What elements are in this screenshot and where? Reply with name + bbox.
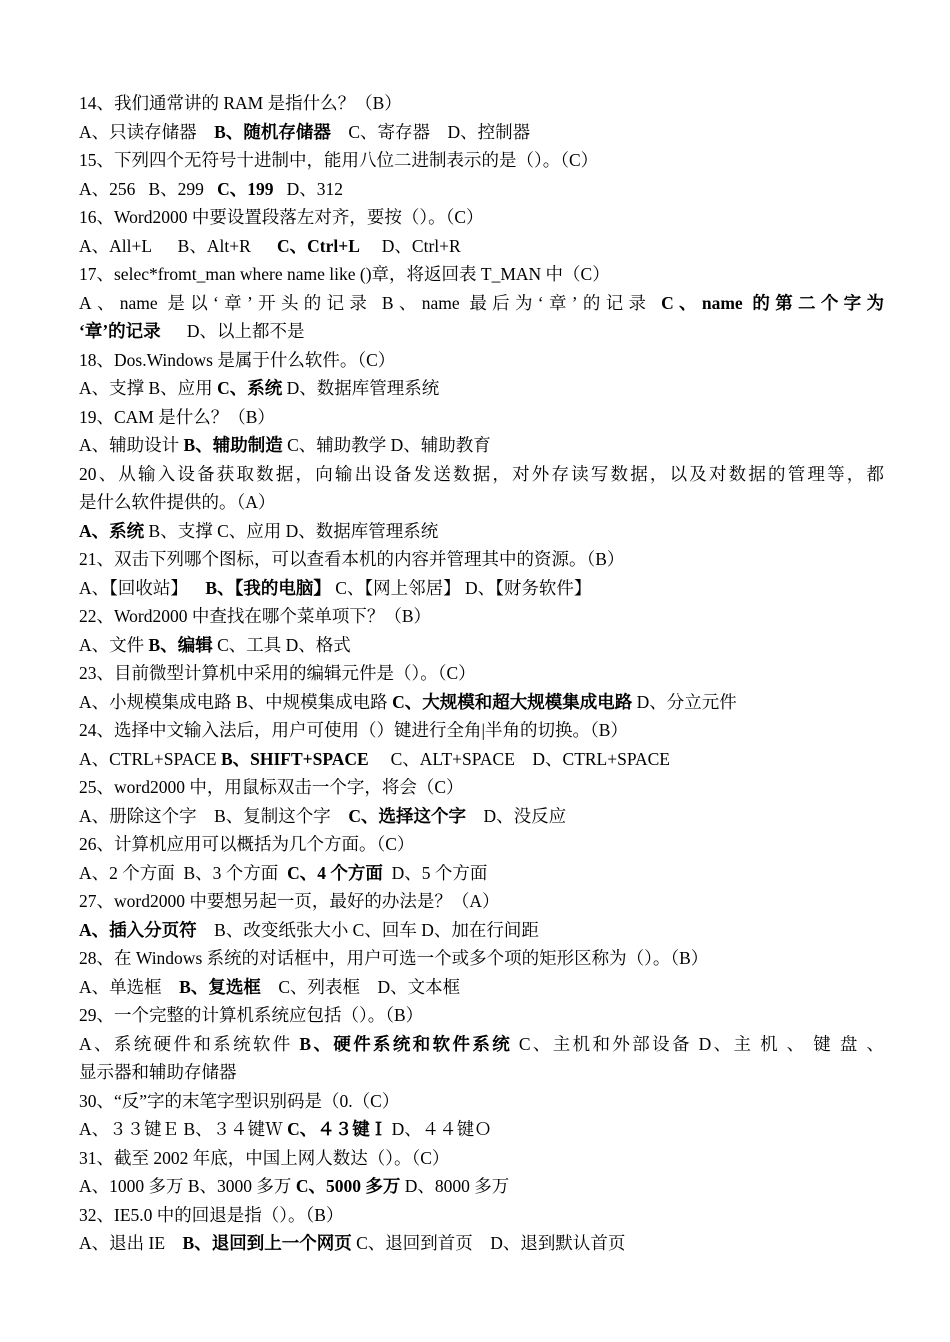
- text-segment: 26、计算机应用可以概括为几个方面。（C）: [79, 834, 415, 854]
- text-segment: C、主机和外部设备 D、主 机 、 键 盘 、: [512, 1033, 885, 1054]
- text-segment: 28、在 Windows 系统的对话框中，用户可选一个或多个项的矩形区称为（）。（B）: [79, 948, 709, 968]
- text-line: [79, 802, 884, 831]
- text-segment: A、2 个方面 B、3 个方面: [79, 862, 288, 883]
- text-line: [79, 1087, 884, 1116]
- text-line: [79, 830, 884, 859]
- answer-text: C、4 个方面: [287, 862, 383, 883]
- answer-text: B、复选框: [179, 976, 261, 997]
- text-line: [79, 688, 884, 717]
- text-segment: A、256 B、299: [79, 178, 218, 199]
- answer-text: C、Ctrl+L: [277, 235, 360, 256]
- text-segment: 24、选择中文输入法后，用户可使用（）键进行全角|半角的切换。（B）: [79, 720, 628, 740]
- text-segment: C、【网上邻居】 D、【财务软件】: [330, 577, 592, 598]
- answer-text: ‘章’的记录: [79, 321, 161, 341]
- text-segment: 30、“反”字的末笔字型识别码是（0.（C）: [79, 1090, 400, 1111]
- text-line: [79, 203, 884, 232]
- text-segment: 显示器和辅助存储器: [79, 1062, 237, 1082]
- text-segment: D、分立元件: [632, 691, 737, 712]
- text-segment: A、支撑 B、应用: [79, 378, 218, 398]
- answer-text: C、选择这个字: [348, 805, 466, 826]
- answer-text: A、系统: [79, 520, 145, 541]
- text-line: [79, 346, 884, 375]
- text-segment: C、ALT+SPACE D、CTRL+SPACE: [368, 748, 670, 769]
- text-line: [79, 146, 884, 175]
- text-segment: 23、目前微型计算机中采用的编辑元件是（）。（C）: [79, 663, 476, 683]
- text-segment: A、系统硬件和系统软件: [79, 1033, 300, 1054]
- answer-text: B、退回到上一个网页: [182, 1233, 352, 1253]
- text-line: [79, 1030, 884, 1059]
- text-line: [79, 716, 884, 745]
- answer-text: B、随机存储器: [214, 121, 331, 142]
- answer-text: C、大规模和超大规模集成电路: [392, 691, 633, 712]
- text-line: [79, 89, 884, 118]
- text-line: [79, 460, 884, 489]
- text-line: [79, 545, 884, 574]
- text-segment: A、文件: [79, 634, 149, 655]
- text-segment: D、以上都不是: [160, 321, 305, 341]
- text-line: [79, 317, 884, 346]
- text-segment: 18、Dos.Windows 是属于什么软件。（C）: [79, 349, 396, 370]
- text-line: [79, 175, 884, 204]
- text-line: [79, 859, 884, 888]
- text-segment: A、【回收站】: [79, 577, 206, 598]
- text-segment: B、支撑 C、应用 D、数据库管理系统: [144, 520, 439, 541]
- text-line: [79, 773, 884, 802]
- text-segment: D、5 个方面: [382, 862, 488, 883]
- text-line: [79, 1201, 884, 1230]
- text-segment: 21、双击下列哪个图标，可以查看本机的内容并管理其中的资源。（B）: [79, 549, 625, 569]
- text-segment: 29、一个完整的计算机系统应包括（）。（B）: [79, 1005, 424, 1025]
- text-line: [79, 887, 884, 916]
- text-segment: A、CTRL+SPACE: [79, 748, 221, 769]
- text-line: [79, 745, 884, 774]
- text-line: [79, 1172, 884, 1201]
- text-line: [79, 973, 884, 1002]
- text-line: [79, 488, 884, 517]
- answer-text: C、5000 多万: [295, 1176, 401, 1196]
- question-list: [79, 89, 884, 1258]
- text-segment: A、小规模集成电路 B、中规模集成电路: [79, 691, 393, 712]
- text-line: [79, 403, 884, 432]
- text-line: [79, 631, 884, 660]
- text-line: [79, 260, 884, 289]
- text-line: [79, 1115, 884, 1144]
- answer-text: B、硬件系统和软件系统: [299, 1033, 513, 1054]
- text-segment: 27、word2000 中要想另起一页，最好的办法是？（A）: [79, 891, 500, 911]
- text-line: [79, 659, 884, 688]
- text-segment: D、４４键Ｏ: [387, 1119, 492, 1139]
- text-segment: 14、我们通常讲的 RAM 是指什么？（B）: [79, 93, 402, 113]
- text-segment: C、工具 D、格式: [212, 634, 351, 655]
- text-segment: 19、CAM 是什么？（B）: [79, 406, 275, 427]
- text-line: [79, 517, 884, 546]
- text-segment: A、1000 多万 B、3000 多万: [79, 1176, 296, 1196]
- text-segment: 22、Word2000 中查找在哪个菜单项下？（B）: [79, 606, 431, 626]
- text-segment: 15、下列四个无符号十进制中，能用八位二进制表示的是（）。（C）: [79, 150, 599, 170]
- text-line: [79, 1001, 884, 1030]
- text-segment: A、册除这个字 B、复制这个字: [79, 805, 349, 826]
- text-line: [79, 602, 884, 631]
- text-segment: 16、Word2000 中要设置段落左对齐，要按（）。（C）: [79, 207, 484, 227]
- text-segment: 31、截至 2002 年底，中国上网人数达（）。（C）: [79, 1147, 450, 1168]
- text-line: [79, 374, 884, 403]
- text-segment: B、改变纸张大小 C、回车 D、加在行间距: [196, 919, 539, 940]
- text-segment: 是什么软件提供的。（A）: [79, 492, 276, 512]
- text-line: [79, 1058, 884, 1087]
- text-segment: A、单选框: [79, 976, 180, 997]
- text-segment: A、All+L B、Alt+R: [79, 235, 277, 256]
- text-segment: A、退出 IE: [79, 1233, 183, 1253]
- text-line: [79, 1144, 884, 1173]
- text-line: [79, 944, 884, 973]
- answer-text: B、辅助制造: [183, 435, 283, 455]
- text-segment: 32、IE5.0 中的回退是指（）。（B）: [79, 1204, 344, 1225]
- answer-text: C、系统: [217, 378, 283, 398]
- text-segment: C、退回到首页 D、退到默认首页: [351, 1233, 626, 1253]
- text-segment: D、312: [273, 178, 343, 199]
- answer-text: C、199: [217, 178, 274, 199]
- text-segment: D、Ctrl+R: [359, 235, 461, 256]
- text-segment: 17、selec*fromt_man where name like ()章，将返回表 T_MAN 中（C）: [79, 264, 610, 284]
- text-segment: A、name 是以‘章’开头的记录 B、name 最后为‘章’的记录: [79, 292, 662, 313]
- text-segment: A、３３键Ｅ B、３４键Ｗ: [79, 1119, 288, 1139]
- text-segment: D、8000 多万: [400, 1176, 510, 1196]
- text-segment: C、辅助教学 D、辅助教育: [282, 435, 491, 455]
- answer-text: A、插入分页符: [79, 919, 197, 940]
- answer-text: C、４３键Ｉ: [287, 1119, 388, 1139]
- text-segment: D、没反应: [465, 805, 567, 826]
- answer-text: B、SHIFT+SPACE: [220, 748, 369, 769]
- answer-text: B、编辑: [148, 634, 213, 655]
- text-line: [79, 289, 884, 318]
- text-segment: D、数据库管理系统: [282, 378, 440, 398]
- answer-text: C、name 的第二个字为: [661, 292, 885, 313]
- text-segment: 25、word2000 中，用鼠标双击一个字，将会（C）: [79, 777, 464, 797]
- text-line: [79, 232, 884, 261]
- text-line: [79, 1229, 884, 1258]
- text-segment: A、只读存储器: [79, 121, 215, 142]
- text-line: [79, 574, 884, 603]
- text-line: [79, 431, 884, 460]
- answer-text: B、【我的电脑】: [205, 577, 331, 598]
- text-line: [79, 916, 884, 945]
- text-segment: 20、从输入设备获取数据，向输出设备发送数据，对外存读写数据，以及对数据的管理等，都: [79, 463, 884, 484]
- text-segment: C、列表框 D、文本框: [260, 976, 461, 997]
- text-line: [79, 118, 884, 147]
- text-segment: A、辅助设计: [79, 435, 184, 455]
- text-segment: C、寄存器 D、控制器: [330, 121, 531, 142]
